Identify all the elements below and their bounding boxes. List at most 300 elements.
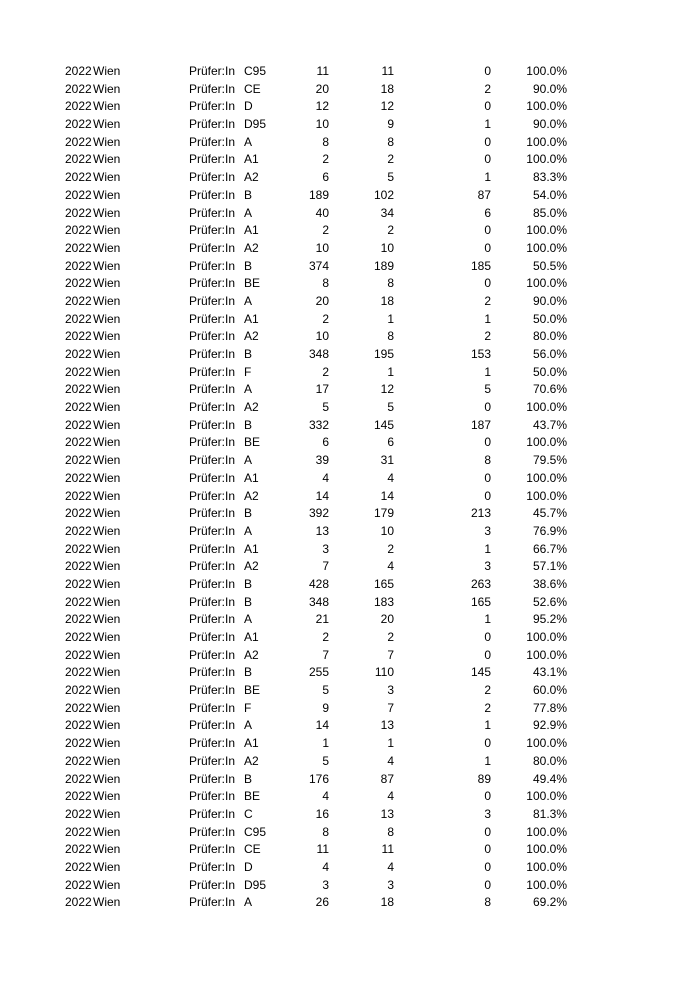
cell-total: 332 bbox=[308, 417, 329, 432]
cell-city: Wien bbox=[93, 152, 121, 167]
cell-year: 2022 bbox=[65, 417, 92, 432]
cell-passed: 8 bbox=[387, 824, 394, 839]
cell-license-class: BE bbox=[244, 435, 261, 450]
cell-year: 2022 bbox=[65, 187, 92, 202]
cell-license-class: B bbox=[244, 417, 253, 432]
cell-year: 2022 bbox=[65, 435, 92, 450]
table-row bbox=[0, 311, 700, 329]
cell-city: Wien bbox=[93, 453, 121, 468]
cell-city: Wien bbox=[93, 789, 121, 804]
cell-city: Wien bbox=[93, 506, 121, 521]
cell-passed: 14 bbox=[380, 488, 394, 503]
cell-city: Wien bbox=[93, 576, 121, 591]
cell-year: 2022 bbox=[65, 311, 92, 326]
cell-pass-rate: 56.0% bbox=[532, 347, 567, 361]
cell-total: 17 bbox=[315, 382, 329, 397]
cell-role: Prüfer:In bbox=[189, 152, 236, 167]
cell-pass-rate: 60.0% bbox=[532, 683, 567, 698]
cell-failed: 0 bbox=[484, 859, 491, 874]
cell-failed: 0 bbox=[484, 99, 491, 114]
cell-role: Prüfer:In bbox=[189, 99, 236, 114]
cell-total: 348 bbox=[308, 347, 329, 361]
cell-city: Wien bbox=[93, 630, 121, 644]
table-row bbox=[0, 541, 700, 559]
cell-passed: 13 bbox=[380, 806, 394, 821]
cell-year: 2022 bbox=[65, 364, 92, 379]
cell-pass-rate: 80.0% bbox=[532, 329, 567, 344]
cell-year: 2022 bbox=[65, 382, 92, 397]
cell-total: 2 bbox=[322, 630, 329, 644]
table-row bbox=[0, 417, 700, 435]
cell-total: 4 bbox=[322, 859, 329, 874]
cell-role: Prüfer:In bbox=[189, 718, 236, 733]
cell-pass-rate: 81.3% bbox=[532, 806, 567, 821]
cell-license-class: B bbox=[244, 258, 253, 273]
cell-city: Wien bbox=[93, 134, 121, 149]
table-row bbox=[0, 293, 700, 311]
cell-city: Wien bbox=[93, 347, 121, 361]
cell-license-class: B bbox=[244, 506, 253, 521]
cell-passed: 31 bbox=[380, 453, 394, 468]
cell-role: Prüfer:In bbox=[189, 789, 236, 804]
cell-passed: 7 bbox=[387, 647, 394, 662]
cell-total: 348 bbox=[308, 594, 329, 609]
cell-city: Wien bbox=[93, 170, 121, 185]
cell-role: Prüfer:In bbox=[189, 559, 236, 574]
cell-passed: 4 bbox=[387, 559, 394, 574]
cell-failed: 0 bbox=[484, 223, 491, 238]
cell-year: 2022 bbox=[65, 523, 92, 538]
cell-total: 392 bbox=[308, 506, 329, 521]
cell-city: Wien bbox=[93, 329, 121, 344]
cell-role: Prüfer:In bbox=[189, 506, 236, 521]
cell-role: Prüfer:In bbox=[189, 736, 236, 751]
cell-role: Prüfer:In bbox=[189, 700, 236, 715]
cell-failed: 263 bbox=[470, 576, 491, 591]
cell-passed: 11 bbox=[381, 842, 394, 857]
cell-license-class: A bbox=[244, 293, 253, 308]
cell-total: 8 bbox=[322, 824, 329, 839]
cell-failed: 6 bbox=[484, 205, 491, 220]
cell-total: 7 bbox=[322, 559, 329, 574]
cell-role: Prüfer:In bbox=[189, 170, 236, 185]
cell-license-class: A1 bbox=[244, 311, 259, 326]
cell-passed: 18 bbox=[380, 293, 394, 308]
cell-city: Wien bbox=[93, 205, 121, 220]
cell-year: 2022 bbox=[65, 736, 92, 751]
cell-license-class: A2 bbox=[244, 488, 259, 503]
cell-failed: 2 bbox=[484, 700, 491, 715]
cell-city: Wien bbox=[93, 842, 121, 857]
cell-city: Wien bbox=[93, 417, 121, 432]
cell-year: 2022 bbox=[65, 64, 92, 78]
cell-role: Prüfer:In bbox=[189, 753, 236, 768]
cell-total: 40 bbox=[315, 205, 329, 220]
cell-failed: 0 bbox=[484, 789, 491, 804]
cell-city: Wien bbox=[93, 276, 121, 291]
cell-failed: 2 bbox=[484, 683, 491, 698]
table-row bbox=[0, 434, 700, 452]
table-row bbox=[0, 611, 700, 629]
cell-failed: 0 bbox=[484, 276, 491, 291]
cell-pass-rate: 100.0% bbox=[526, 152, 567, 167]
cell-total: 6 bbox=[322, 435, 329, 450]
table-row bbox=[0, 594, 700, 612]
cell-pass-rate: 100.0% bbox=[526, 859, 567, 874]
cell-year: 2022 bbox=[65, 506, 92, 521]
cell-year: 2022 bbox=[65, 223, 92, 238]
cell-pass-rate: 50.0% bbox=[532, 364, 567, 379]
cell-city: Wien bbox=[93, 435, 121, 450]
cell-pass-rate: 100.0% bbox=[526, 842, 567, 857]
cell-passed: 3 bbox=[387, 683, 394, 698]
table-row bbox=[0, 682, 700, 700]
cell-failed: 0 bbox=[484, 400, 491, 415]
cell-pass-rate: 100.0% bbox=[526, 276, 567, 291]
cell-passed: 1 bbox=[387, 364, 394, 379]
cell-failed: 89 bbox=[477, 771, 491, 786]
cell-license-class: F bbox=[244, 700, 252, 715]
cell-license-class: A2 bbox=[244, 170, 259, 185]
cell-pass-rate: 92.9% bbox=[532, 718, 567, 733]
cell-role: Prüfer:In bbox=[189, 382, 236, 397]
cell-city: Wien bbox=[93, 488, 121, 503]
cell-license-class: A2 bbox=[244, 400, 259, 415]
cell-license-class: D95 bbox=[244, 117, 267, 132]
table-row bbox=[0, 523, 700, 541]
cell-city: Wien bbox=[93, 612, 121, 627]
cell-total: 3 bbox=[322, 541, 329, 556]
cell-passed: 2 bbox=[387, 541, 394, 556]
cell-failed: 0 bbox=[484, 470, 491, 485]
cell-role: Prüfer:In bbox=[189, 364, 236, 379]
cell-passed: 102 bbox=[373, 187, 394, 202]
table-row bbox=[0, 841, 700, 859]
cell-passed: 10 bbox=[380, 523, 394, 538]
cell-pass-rate: 80.0% bbox=[532, 753, 567, 768]
cell-pass-rate: 100.0% bbox=[526, 470, 567, 485]
cell-failed: 0 bbox=[484, 877, 491, 892]
table-row bbox=[0, 205, 700, 223]
cell-license-class: A1 bbox=[244, 541, 259, 556]
cell-total: 5 bbox=[322, 683, 329, 698]
cell-failed: 8 bbox=[484, 453, 491, 468]
cell-year: 2022 bbox=[65, 718, 92, 733]
cell-license-class: A1 bbox=[244, 630, 259, 644]
cell-role: Prüfer:In bbox=[189, 276, 236, 291]
cell-pass-rate: 100.0% bbox=[526, 64, 567, 78]
cell-passed: 8 bbox=[387, 134, 394, 149]
cell-passed: 6 bbox=[387, 435, 394, 450]
cell-pass-rate: 83.3% bbox=[532, 170, 567, 185]
cell-failed: 0 bbox=[484, 435, 491, 450]
cell-passed: 4 bbox=[387, 753, 394, 768]
cell-failed: 0 bbox=[484, 240, 491, 255]
cell-passed: 179 bbox=[373, 506, 394, 521]
cell-total: 26 bbox=[315, 895, 329, 910]
cell-role: Prüfer:In bbox=[189, 541, 236, 556]
cell-license-class: BE bbox=[244, 276, 261, 291]
cell-city: Wien bbox=[93, 771, 121, 786]
cell-pass-rate: 57.1% bbox=[532, 559, 567, 574]
cell-pass-rate: 100.0% bbox=[526, 435, 567, 450]
cell-role: Prüfer:In bbox=[189, 311, 236, 326]
cell-total: 8 bbox=[322, 276, 329, 291]
cell-pass-rate: 49.4% bbox=[532, 771, 567, 786]
cell-city: Wien bbox=[93, 81, 121, 96]
table-row bbox=[0, 258, 700, 276]
cell-pass-rate: 100.0% bbox=[526, 400, 567, 415]
cell-total: 5 bbox=[322, 400, 329, 415]
cell-passed: 18 bbox=[380, 895, 394, 910]
cell-pass-rate: 100.0% bbox=[526, 240, 567, 255]
cell-city: Wien bbox=[93, 240, 121, 255]
cell-passed: 11 bbox=[381, 64, 394, 78]
cell-role: Prüfer:In bbox=[189, 859, 236, 874]
cell-year: 2022 bbox=[65, 453, 92, 468]
cell-total: 20 bbox=[315, 293, 329, 308]
cell-pass-rate: 43.1% bbox=[532, 665, 567, 680]
cell-failed: 2 bbox=[484, 293, 491, 308]
cell-year: 2022 bbox=[65, 594, 92, 609]
cell-role: Prüfer:In bbox=[189, 771, 236, 786]
cell-city: Wien bbox=[93, 117, 121, 132]
cell-pass-rate: 70.6% bbox=[532, 382, 567, 397]
cell-pass-rate: 100.0% bbox=[526, 877, 567, 892]
cell-year: 2022 bbox=[65, 877, 92, 892]
cell-passed: 195 bbox=[373, 347, 394, 361]
table-row bbox=[0, 859, 700, 877]
cell-passed: 8 bbox=[387, 329, 394, 344]
cell-failed: 213 bbox=[470, 506, 491, 521]
cell-total: 5 bbox=[322, 753, 329, 768]
cell-failed: 0 bbox=[484, 842, 491, 857]
cell-year: 2022 bbox=[65, 541, 92, 556]
cell-year: 2022 bbox=[65, 665, 92, 680]
cell-license-class: B bbox=[244, 347, 253, 361]
cell-failed: 0 bbox=[484, 488, 491, 503]
table-row bbox=[0, 664, 700, 682]
cell-city: Wien bbox=[93, 877, 121, 892]
cell-passed: 9 bbox=[387, 117, 394, 132]
table-row bbox=[0, 717, 700, 735]
cell-pass-rate: 100.0% bbox=[526, 134, 567, 149]
cell-year: 2022 bbox=[65, 240, 92, 255]
table-row bbox=[0, 488, 700, 506]
cell-role: Prüfer:In bbox=[189, 293, 236, 308]
cell-pass-rate: 66.7% bbox=[532, 541, 567, 556]
cell-total: 1 bbox=[322, 736, 329, 751]
cell-failed: 87 bbox=[477, 187, 491, 202]
cell-role: Prüfer:In bbox=[189, 824, 236, 839]
cell-year: 2022 bbox=[65, 329, 92, 344]
table-row bbox=[0, 240, 700, 258]
cell-year: 2022 bbox=[65, 81, 92, 96]
table-row bbox=[0, 134, 700, 152]
cell-city: Wien bbox=[93, 258, 121, 273]
table-row bbox=[0, 629, 700, 647]
cell-total: 10 bbox=[315, 329, 329, 344]
cell-year: 2022 bbox=[65, 400, 92, 415]
cell-pass-rate: 50.0% bbox=[532, 311, 567, 326]
cell-total: 10 bbox=[315, 240, 329, 255]
cell-year: 2022 bbox=[65, 806, 92, 821]
cell-year: 2022 bbox=[65, 771, 92, 786]
cell-failed: 2 bbox=[484, 329, 491, 344]
cell-year: 2022 bbox=[65, 576, 92, 591]
cell-role: Prüfer:In bbox=[189, 205, 236, 220]
cell-pass-rate: 100.0% bbox=[526, 223, 567, 238]
cell-license-class: A bbox=[244, 523, 253, 538]
cell-license-class: B bbox=[244, 771, 253, 786]
cell-passed: 34 bbox=[380, 205, 394, 220]
table-row bbox=[0, 877, 700, 895]
cell-license-class: D bbox=[244, 859, 253, 874]
cell-role: Prüfer:In bbox=[189, 453, 236, 468]
cell-passed: 18 bbox=[380, 81, 394, 96]
cell-license-class: A2 bbox=[244, 240, 259, 255]
cell-pass-rate: 50.5% bbox=[532, 258, 567, 273]
cell-passed: 13 bbox=[380, 718, 394, 733]
cell-total: 4 bbox=[322, 470, 329, 485]
table-row bbox=[0, 824, 700, 842]
cell-license-class: B bbox=[244, 594, 253, 609]
cell-role: Prüfer:In bbox=[189, 417, 236, 432]
table-row bbox=[0, 275, 700, 293]
cell-failed: 165 bbox=[470, 594, 491, 609]
cell-passed: 8 bbox=[387, 276, 394, 291]
cell-failed: 1 bbox=[484, 364, 491, 379]
cell-total: 8 bbox=[322, 134, 329, 149]
cell-pass-rate: 69.2% bbox=[532, 895, 567, 910]
cell-total: 21 bbox=[315, 612, 329, 627]
cell-passed: 4 bbox=[387, 470, 394, 485]
cell-pass-rate: 79.5% bbox=[532, 453, 567, 468]
cell-year: 2022 bbox=[65, 205, 92, 220]
cell-license-class: A bbox=[244, 718, 253, 733]
cell-pass-rate: 100.0% bbox=[526, 824, 567, 839]
cell-role: Prüfer:In bbox=[189, 223, 236, 238]
table-row bbox=[0, 505, 700, 523]
table-row bbox=[0, 81, 700, 99]
cell-passed: 2 bbox=[387, 630, 394, 644]
cell-license-class: BE bbox=[244, 683, 261, 698]
cell-year: 2022 bbox=[65, 895, 92, 910]
cell-total: 11 bbox=[316, 64, 329, 78]
cell-pass-rate: 100.0% bbox=[526, 736, 567, 751]
cell-year: 2022 bbox=[65, 647, 92, 662]
cell-year: 2022 bbox=[65, 152, 92, 167]
cell-passed: 5 bbox=[387, 170, 394, 185]
cell-pass-rate: 45.7% bbox=[532, 506, 567, 521]
cell-failed: 1 bbox=[484, 753, 491, 768]
cell-failed: 1 bbox=[484, 718, 491, 733]
cell-failed: 1 bbox=[484, 117, 491, 132]
cell-total: 255 bbox=[308, 665, 329, 680]
cell-role: Prüfer:In bbox=[189, 523, 236, 538]
cell-passed: 5 bbox=[387, 400, 394, 415]
cell-passed: 87 bbox=[380, 771, 394, 786]
cell-pass-rate: 54.0% bbox=[532, 187, 567, 202]
cell-failed: 0 bbox=[484, 152, 491, 167]
cell-total: 10 bbox=[315, 117, 329, 132]
cell-year: 2022 bbox=[65, 470, 92, 485]
cell-failed: 1 bbox=[484, 311, 491, 326]
cell-passed: 12 bbox=[380, 99, 394, 114]
cell-city: Wien bbox=[93, 806, 121, 821]
cell-total: 9 bbox=[322, 700, 329, 715]
cell-license-class: C95 bbox=[244, 824, 267, 839]
cell-passed: 4 bbox=[387, 859, 394, 874]
cell-total: 11 bbox=[316, 842, 329, 857]
cell-total: 39 bbox=[315, 453, 329, 468]
cell-failed: 187 bbox=[470, 417, 491, 432]
cell-city: Wien bbox=[93, 683, 121, 698]
cell-license-class: A2 bbox=[244, 753, 259, 768]
cell-pass-rate: 38.6% bbox=[532, 576, 567, 591]
cell-total: 14 bbox=[315, 718, 329, 733]
cell-year: 2022 bbox=[65, 700, 92, 715]
cell-role: Prüfer:In bbox=[189, 117, 236, 132]
table-row bbox=[0, 381, 700, 399]
cell-passed: 183 bbox=[373, 594, 394, 609]
cell-total: 14 bbox=[315, 488, 329, 503]
cell-license-class: A2 bbox=[244, 559, 259, 574]
table-row bbox=[0, 364, 700, 382]
cell-license-class: D bbox=[244, 99, 253, 114]
cell-pass-rate: 100.0% bbox=[526, 99, 567, 114]
cell-pass-rate: 43.7% bbox=[532, 417, 567, 432]
cell-pass-rate: 90.0% bbox=[532, 293, 567, 308]
cell-failed: 3 bbox=[484, 523, 491, 538]
cell-city: Wien bbox=[93, 559, 121, 574]
cell-role: Prüfer:In bbox=[189, 187, 236, 202]
cell-role: Prüfer:In bbox=[189, 134, 236, 149]
cell-license-class: CE bbox=[244, 842, 261, 857]
table-row bbox=[0, 98, 700, 116]
cell-license-class: CE bbox=[244, 81, 261, 96]
cell-failed: 3 bbox=[484, 559, 491, 574]
cell-role: Prüfer:In bbox=[189, 258, 236, 273]
cell-passed: 7 bbox=[387, 700, 394, 715]
cell-year: 2022 bbox=[65, 559, 92, 574]
cell-year: 2022 bbox=[65, 99, 92, 114]
cell-passed: 165 bbox=[373, 576, 394, 591]
cell-pass-rate: 95.2% bbox=[532, 612, 567, 627]
cell-passed: 2 bbox=[387, 152, 394, 167]
cell-role: Prüfer:In bbox=[189, 470, 236, 485]
table-row bbox=[0, 576, 700, 594]
cell-passed: 1 bbox=[387, 736, 394, 751]
cell-pass-rate: 100.0% bbox=[526, 789, 567, 804]
cell-city: Wien bbox=[93, 364, 121, 379]
cell-year: 2022 bbox=[65, 789, 92, 804]
cell-role: Prüfer:In bbox=[189, 488, 236, 503]
cell-failed: 145 bbox=[470, 665, 491, 680]
cell-total: 2 bbox=[322, 364, 329, 379]
cell-failed: 1 bbox=[484, 612, 491, 627]
cell-city: Wien bbox=[93, 753, 121, 768]
cell-city: Wien bbox=[93, 594, 121, 609]
cell-city: Wien bbox=[93, 293, 121, 308]
cell-city: Wien bbox=[93, 895, 121, 910]
cell-year: 2022 bbox=[65, 170, 92, 185]
cell-failed: 0 bbox=[484, 134, 491, 149]
cell-failed: 0 bbox=[484, 64, 491, 78]
table-row bbox=[0, 346, 700, 364]
table-row bbox=[0, 558, 700, 576]
cell-role: Prüfer:In bbox=[189, 842, 236, 857]
